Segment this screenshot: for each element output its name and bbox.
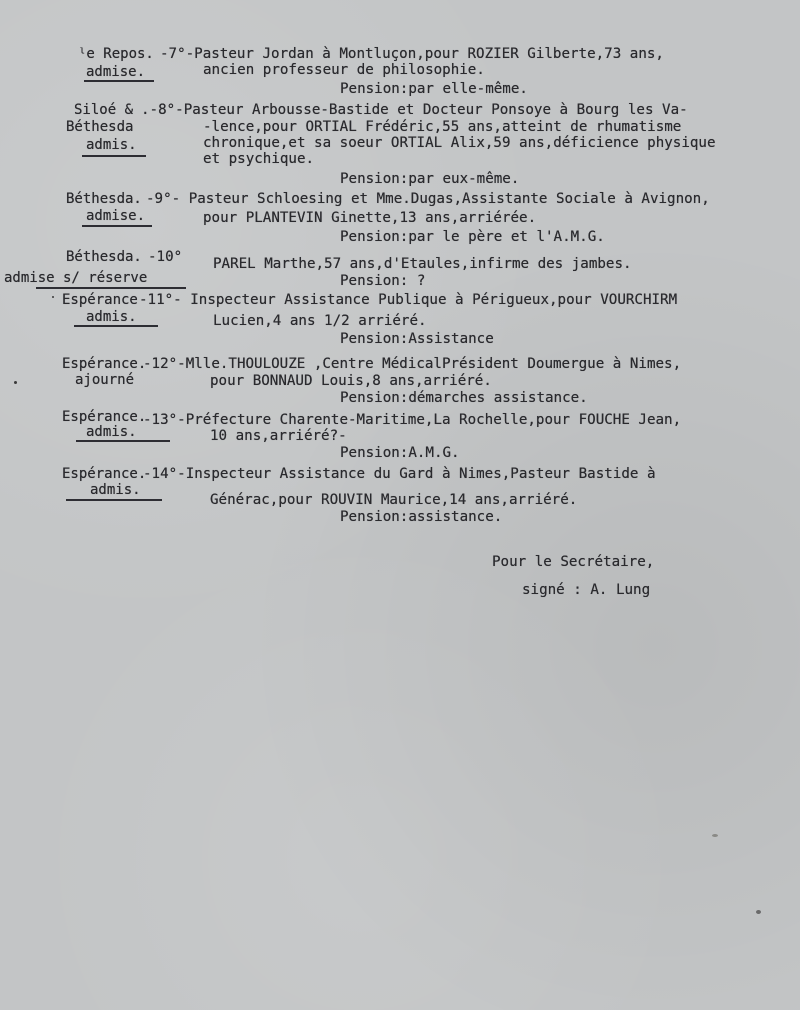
entry-10-underline [36, 287, 186, 289]
entry-7-line-1: -7°-Pasteur Jordan à Montluçon,pour ROZIER Gilberte,73 ans, [160, 46, 664, 62]
entry-11-underline [74, 325, 158, 327]
entry-12-house: Espérance. [62, 356, 147, 372]
paper-speck [52, 296, 54, 298]
entry-8-pension: Pension:par eux-même. [340, 171, 520, 187]
signature-line-2: signé : A. Lung [522, 582, 651, 598]
entry-7-decision: admise. [86, 64, 146, 80]
entry-9-pension: Pension:par le père et l'A.M.G. [340, 229, 605, 245]
entry-9-house: Béthesda. [66, 191, 142, 207]
entry-12-pension: Pension:démarches assistance. [340, 390, 588, 406]
entry-12-decision: ajourné [75, 372, 135, 388]
entry-10-pension: Pension: ? [340, 273, 426, 289]
entry-8-underline [82, 155, 146, 157]
paper-speck [712, 834, 718, 837]
entry-12-line-2: pour BONNAUD Louis,8 ans,arriéré. [210, 373, 492, 389]
entry-13-decision: admis. [86, 424, 137, 440]
entry-8-line-4: et psychique. [203, 151, 315, 167]
entry-13-underline [76, 440, 170, 442]
paper-speck [14, 381, 17, 384]
entry-12-line-1: -12°-Mlle.THOULOUZE ,Centre MédicalPrésident Doumergue à Nimes, [143, 356, 682, 372]
entry-8-line-3: chronique,et sa soeur ORTIAL Alix,59 ans,déficience physique [203, 135, 716, 151]
entry-13-house: Espérance. [62, 409, 147, 425]
entry-13-line-2: 10 ans,arriéré?- [210, 428, 347, 444]
entry-10-number: -10° [148, 249, 183, 265]
entry-8-decision: admis. [86, 137, 137, 153]
entry-14-house: Espérance. [62, 466, 147, 482]
entry-9-line-1: -9°- Pasteur Schloesing et Mme.Dugas,Assistante Sociale à Avignon, [146, 191, 710, 207]
entry-11-pension: Pension:Assistance [340, 331, 494, 347]
entry-14-line-1: -14°-Inspecteur Assistance du Gard à Nimes,Pasteur Bastide à [143, 466, 656, 482]
entry-7-house: ˡe Repos. [78, 46, 154, 62]
entry-14-pension: Pension:assistance. [340, 509, 503, 525]
entry-11-house: Espérance [62, 292, 138, 308]
entry-8-line-2: -lence,pour ORTIAL Frédéric,55 ans,atteint de rhumatisme [203, 119, 682, 135]
entry-11-line-2: Lucien,4 ans 1/2 arriéré. [213, 313, 427, 329]
entry-14-line-2: Générac,pour ROUVIN Maurice,14 ans,arriéré. [210, 492, 578, 508]
entry-7-line-2: ancien professeur de philosophie. [203, 62, 485, 78]
entry-8-line-1: .-8°-Pasteur Arbousse-Bastide et Docteur Ponsoye à Bourg les Va- [141, 102, 688, 118]
entry-14-underline [66, 499, 162, 501]
entry-14-decision: admis. [90, 482, 141, 498]
entry-7-pension: Pension:par elle-même. [340, 81, 528, 97]
entry-10-house: Béthesda. [66, 249, 142, 265]
entry-11-decision: admis. [86, 309, 137, 325]
entry-9-decision: admise. [86, 208, 146, 224]
entry-8-house-2: Béthesda [66, 119, 134, 135]
entry-8-house: Siloé & [74, 102, 134, 118]
entry-11-line-1: -11°- Inspecteur Assistance Publique à Périgueux,pour VOURCHIRM [139, 292, 678, 308]
paper-speck [756, 910, 761, 914]
entry-9-underline [82, 225, 152, 227]
entry-9-line-2: pour PLANTEVIN Ginette,13 ans,arriérée. [203, 210, 537, 226]
entry-10-decision: admise s/ réserve [4, 270, 148, 286]
entry-13-pension: Pension:A.M.G. [340, 445, 460, 461]
signature-line-1: Pour le Secrétaire, [492, 554, 655, 570]
entry-7-underline [84, 80, 154, 82]
entry-10-line-1: PAREL Marthe,57 ans,d'Etaules,infirme des jambes. [213, 256, 632, 272]
entry-13-line-1: -13°-Préfecture Charente-Maritime,La Rochelle,pour FOUCHE Jean, [143, 412, 682, 428]
